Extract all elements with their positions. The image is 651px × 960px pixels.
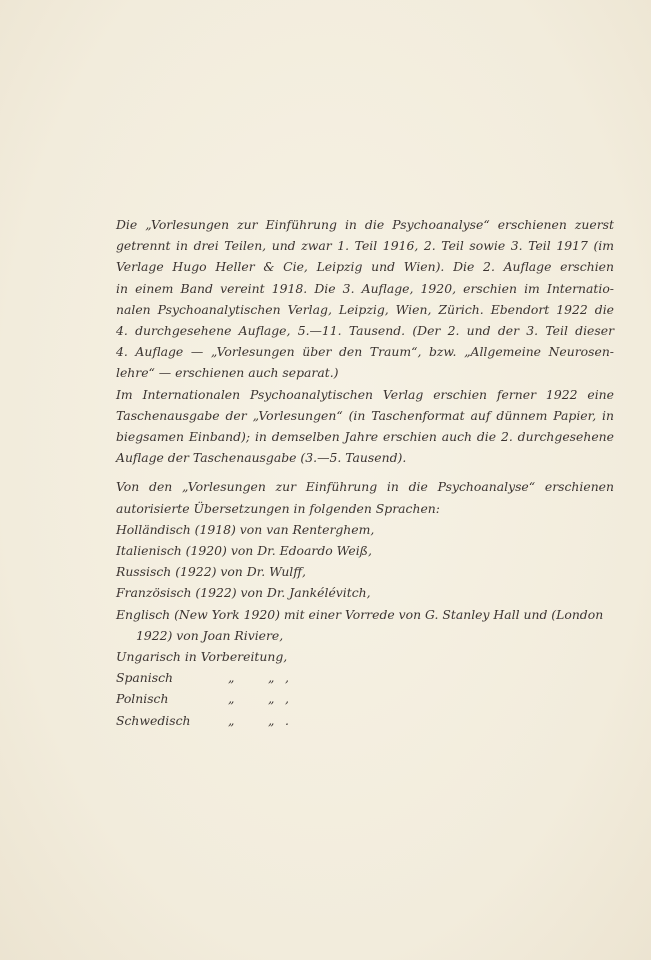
- text-line: Verlage Hugo Heller & Cie, Leipzig und Wien). Die 2. Auflage erschien: [116, 259, 614, 275]
- text-line: getrennt in drei Teilen, und zwar 1. Teil 1916, 2. Teil sowie 3. Teil 1917 (im: [116, 238, 614, 254]
- row-end-mark: ,: [285, 691, 289, 707]
- text-line: Im Internationalen Psychoanalytischen Verlag erschien ferner 1922 eine: [116, 386, 614, 402]
- paragraph-pocket-edition: [116, 384, 614, 469]
- ditto-mark: „: [228, 670, 235, 686]
- translation-item: Französisch (1922) von Dr. Jankélévitch,: [116, 585, 371, 601]
- text-line: nalen Psychoanalytischen Verlag, Leipzig, Wien, Zürich. Ebendort 1922 die: [116, 301, 614, 317]
- translation-item: Italienisch (1920) von Dr. Edoardo Weiß,: [116, 543, 372, 559]
- translation-item: Holländisch (1918) von van Renterghem,: [116, 521, 375, 537]
- text-line: 4. Auflage — „Vorlesungen über den Traum“, bzw. „Allgemeine Neurosen-: [116, 344, 614, 360]
- ditto-mark: „: [268, 712, 275, 728]
- text-line: 4. durchgesehene Auflage, 5.—11. Tausend. (Der 2. und der 3. Teil dieser: [116, 323, 614, 339]
- ditto-mark: „: [228, 712, 235, 728]
- text-line: Von den „Vorlesungen zur Einführung in die Psychoanalyse“ erschienen: [116, 479, 614, 495]
- edition-notes: [116, 214, 614, 731]
- text-line: biegsamen Einband); in demselben Jahre erschien auch die 2. durchgesehene: [116, 429, 614, 445]
- text-line: lehre“ — erschienen auch separat.): [116, 365, 339, 381]
- text-line: Taschenausgabe der „Vorlesungen“ (in Taschenformat auf dünnem Papier, in: [116, 407, 614, 423]
- translations-list: [116, 519, 614, 731]
- translation-item: Russisch (1922) von Dr. Wulff,: [116, 564, 306, 580]
- row-end-mark: .: [285, 712, 289, 728]
- translation-item-continued: 1922) von Joan Riviere,: [136, 627, 284, 643]
- paragraph-publication-history: [116, 214, 614, 384]
- text-line: Die „Vorlesungen zur Einführung in die Psychoanalyse“ erschienen zuerst: [116, 217, 614, 232]
- ditto-mark: „: [228, 691, 235, 707]
- ditto-mark: „: [268, 670, 275, 686]
- ditto-mark: „: [268, 691, 275, 707]
- text-line: Auflage der Taschenausgabe (3.—5. Tausend).: [116, 450, 407, 466]
- text-line: in einem Band vereint 1918. Die 3. Auflage, 1920, erschien im Internatio-: [116, 280, 614, 296]
- translation-ditto-row: [116, 710, 614, 731]
- translation-ditto-row: [116, 688, 614, 709]
- translation-item: Englisch (New York 1920) mit einer Vorrede von G. Stanley Hall und (London: [116, 606, 604, 622]
- language-name: Polnisch: [116, 691, 169, 707]
- row-end-mark: ,: [285, 670, 289, 686]
- language-name: Spanisch: [116, 670, 174, 686]
- text-line: autorisierte Übersetzungen in folgenden Sprachen:: [116, 500, 440, 516]
- language-name: Schwedisch: [116, 712, 191, 728]
- paragraph-translations-intro: [116, 476, 614, 518]
- translation-ditto-row: [116, 667, 614, 688]
- translation-item: Ungarisch in Vorbereitung,: [116, 649, 288, 665]
